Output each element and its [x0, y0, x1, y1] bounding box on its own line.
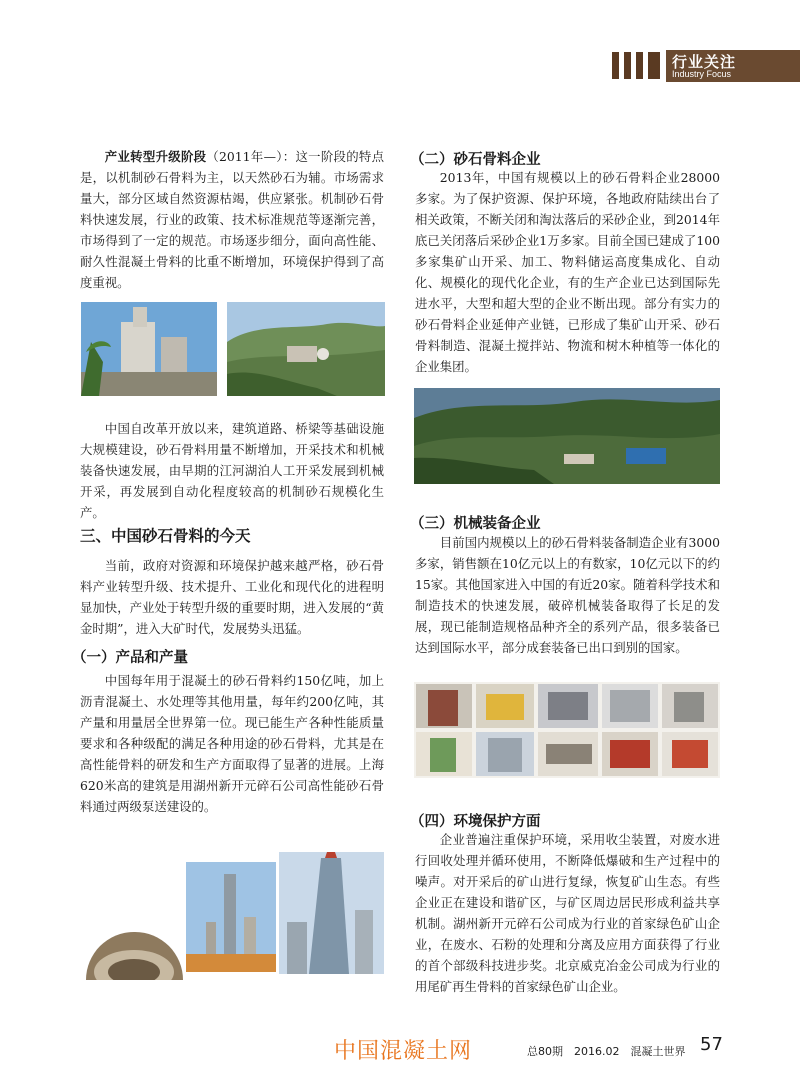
today-paragraph: [80, 555, 384, 639]
quarry-landscape-photo: [227, 302, 385, 396]
environment-paragraph: [415, 829, 720, 997]
products-paragraph: [80, 670, 384, 817]
section-heading-3: 三、中国砂石骨料的今天: [80, 527, 251, 545]
subsection-heading-enterprises: （二）砂石骨料企业: [410, 152, 541, 168]
subsection-heading-products: （一）产品和产量: [72, 650, 188, 666]
footer-issue: 总80期 2016.02 混凝土世界: [527, 1045, 686, 1058]
environment-text: 企业普遍注重保护环境，采用收尘装置，对废水进行回收处理并循环使用，不断降低爆破和生产过程中的噪声。对开采后的矿山进行复绿，恢复矿山生态。有些企业正在建设和谐矿区，与矿区周边居民形成利益共享机制。湖州新开元碎石公司成为行业的首家绿色矿山企业，在废水、石粉的处理和分离及应用方面获得了行业的首个部级科技进步奖。北京威克冶金公司成为行业的用尾矿再生骨料的首家绿色矿山企业。: [415, 832, 720, 994]
tower-construction-photo: [186, 862, 276, 972]
machinery-paragraph: [415, 532, 720, 658]
reform-text: 中国自改革开放以来，建筑道路、桥梁等基础设施大规模建设，砂石骨料用量不断增加，开采技术和机械装备快速发展，由早期的江河湖泊人工开采发展到机械开采，再发展到自动化程度较高的机制砂石规模化生产。: [80, 421, 384, 520]
intro-lead: 产业转型升级阶段: [104, 149, 207, 164]
products-text: 中国每年用于混凝土的砂石骨料约150亿吨，加上沥青混凝土、水处理等其他用量，每年约200亿吨，其产量和用量居全世界第一位。现已能生产各种性能质量要求和各种级配的满足各种用途的砂石骨料，尤其是在高性能骨料的研发和生产方面取得了显著的进展。上海620米高的建筑是用湖州新开元碎石公司高性能砂石骨料通过两级泵送建设的。: [80, 673, 384, 814]
enterprises-paragraph: [415, 167, 720, 377]
foundation-pit-photo: [86, 932, 183, 980]
section-title-zh: 行业关注: [672, 53, 737, 71]
reform-paragraph: [80, 418, 384, 523]
subsection-heading-environment: （四）环境保护方面: [410, 814, 541, 830]
plant-photo: [81, 302, 217, 396]
footer-brand: 中国混凝土网: [334, 1039, 473, 1064]
subsection-heading-machinery: （三）机械装备企业: [410, 516, 541, 532]
intro-text: （2011年—）：这一阶段的特点是，以机制砂石骨料为主，以天然砂石为辅。市场需求量大，部分区域自然资源枯竭，供应紧张。机制砂石骨料快速发展，行业的政策、技术标准规范等逐渐完善，市场得到了一定的规范。市场逐步细分，面向高性能、耐久性混凝土骨料的比重不断增加，环境保护得到了高度重视。: [80, 149, 384, 290]
intro-paragraph: [80, 146, 384, 293]
shanghai-tower-photo: [279, 852, 384, 974]
enterprises-text: 2013年，中国有规模以上的砂石骨料企业28000多家。为了保护资源、保护环境，各地政府陆续出台了相关政策，不断关闭和淘汰落后的采砂企业，到2014年底已关闭落后采砂企业1万多家。目前全国已建成了100多家集矿山开采、加工、物料储运高度集成化、自动化、规模化的现代化企业，有的生产企业已达到国际先进水平，大型和超大型的企业不断出现。部分有实力的砂石骨料企业延伸产业链，已形成了集矿山开采、砂石骨料制造、混凝土搅拌站、物流和树木种植等一体化的企业集团。: [415, 170, 720, 374]
section-title-en: Industry Focus: [672, 69, 732, 79]
today-text: 当前，政府对资源和环境保护越来越严格，砂石骨料产业转型升级、技术提升、工业化和现代化的进程明显加快，产业处于转型升级的重要时期，进入发展的“黄金时期”，进入大矿时代，发展势头迅猛。: [80, 558, 384, 636]
quarry-panorama-photo: [414, 388, 720, 484]
section-header: [666, 50, 800, 82]
machinery-text: 目前国内规模以上的砂石骨料装备制造企业有3000多家，销售额在10亿元以上的有数家，10亿元以下的约15家。其他国家进入中国的有近20家。随着科学技术和制造技术的快速发展，破碎机械装备取得了长足的发展，现已能制造规格品种齐全的系列产品，很多装备已达到国际水平，部分成套装备已出口到别的国家。: [415, 535, 720, 655]
equipment-collage: [414, 682, 720, 778]
page-number: 57: [700, 1034, 723, 1055]
